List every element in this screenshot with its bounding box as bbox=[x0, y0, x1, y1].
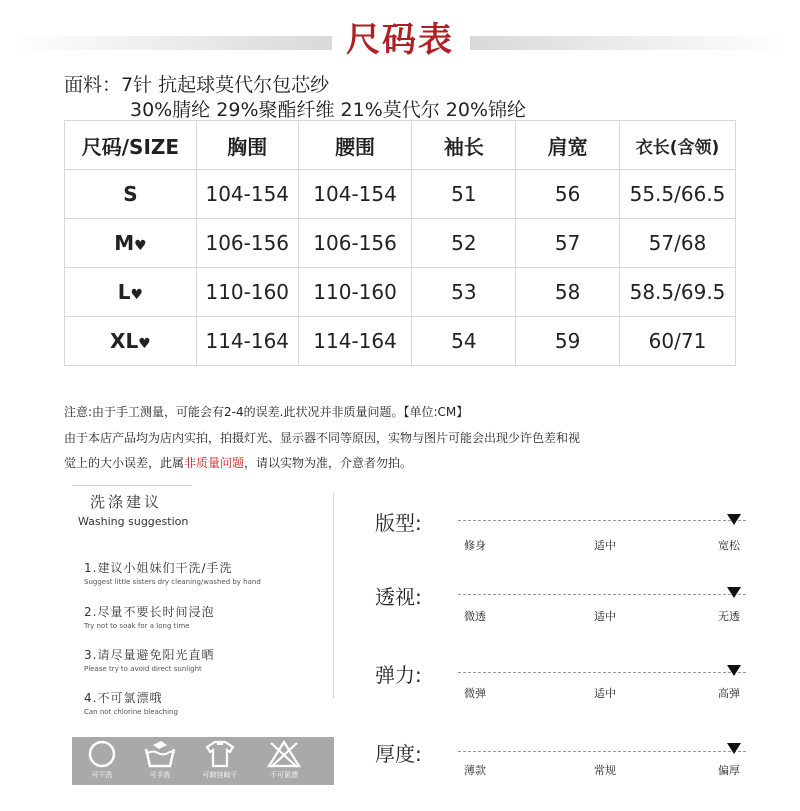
washing-item bbox=[84, 603, 214, 630]
size-cell bbox=[65, 170, 197, 219]
table-cell: 60/71 bbox=[620, 317, 736, 366]
scale-tick: 薄款 bbox=[464, 764, 486, 777]
scale-marker bbox=[727, 587, 741, 598]
heart-icon: ♥ bbox=[130, 287, 144, 303]
table-cell: 106-156 bbox=[298, 219, 412, 268]
washing-item bbox=[84, 559, 261, 586]
table-cell: 59 bbox=[516, 317, 620, 366]
size-cell bbox=[65, 268, 197, 317]
size-label: XL bbox=[110, 329, 139, 353]
table-cell: 53 bbox=[412, 268, 516, 317]
washing-panel bbox=[72, 485, 334, 785]
table-cell: 54 bbox=[412, 317, 516, 366]
fabric-line-1: 面料：7针 抗起球莫代尔包芯纱 bbox=[64, 74, 330, 96]
care-icon bbox=[136, 739, 184, 780]
scale-line bbox=[458, 672, 746, 673]
washing-item bbox=[84, 689, 178, 716]
property-label-transparency: 透视: bbox=[375, 585, 422, 609]
no-bleach-icon bbox=[267, 739, 301, 769]
divider bbox=[72, 485, 192, 486]
washing-item-en: Suggest little sisters dry cleaning/washed by hand bbox=[84, 578, 261, 586]
scale-tick: 常规 bbox=[594, 764, 616, 777]
table-row bbox=[65, 268, 736, 317]
header-sleeve: 袖长 bbox=[412, 121, 516, 170]
size-label: L bbox=[117, 280, 131, 304]
table-cell: 114-164 bbox=[298, 317, 412, 366]
scale-marker bbox=[727, 665, 741, 676]
header-chest: 胸围 bbox=[196, 121, 298, 170]
table-cell: 110-160 bbox=[196, 268, 298, 317]
table-row bbox=[65, 317, 736, 366]
divider bbox=[333, 493, 334, 698]
care-icon-label: 可干洗 bbox=[91, 771, 113, 779]
header-waist: 腰围 bbox=[298, 121, 412, 170]
scale-tick: 修身 bbox=[464, 539, 486, 552]
scale-tick: 微透 bbox=[464, 610, 486, 623]
scale-line bbox=[458, 751, 746, 752]
size-label: S bbox=[123, 182, 138, 206]
table-cell: 58.5/69.5 bbox=[620, 268, 736, 317]
table-cell: 58 bbox=[516, 268, 620, 317]
table-cell: 104-154 bbox=[298, 170, 412, 219]
care-icon bbox=[196, 739, 244, 780]
table-cell: 57/68 bbox=[620, 219, 736, 268]
scale-tick: 适中 bbox=[594, 539, 616, 552]
hand-wash-icon bbox=[143, 739, 177, 769]
fabric-line-2: 30%腈纶 29%聚酯纤维 21%莫代尔 20%锦纶 bbox=[130, 99, 527, 121]
scale-tick: 偏厚 bbox=[718, 764, 740, 777]
scale-line bbox=[458, 594, 746, 595]
size-table bbox=[64, 120, 736, 366]
care-icon-label: 不可氯漂 bbox=[270, 771, 298, 779]
size-label: M bbox=[114, 231, 135, 255]
note-text: ，请以实物为准，介意者勿拍。 bbox=[244, 456, 413, 470]
care-icon-label: 可晾挂晾干 bbox=[202, 771, 238, 779]
scale-line bbox=[458, 520, 746, 521]
table-cell: 52 bbox=[412, 219, 516, 268]
care-icon bbox=[260, 739, 308, 780]
scale-tick: 宽松 bbox=[718, 539, 740, 552]
scale-tick: 微弹 bbox=[464, 687, 486, 700]
care-icon bbox=[78, 739, 126, 780]
header-length: 衣长(含领) bbox=[620, 121, 736, 170]
property-label-elasticity: 弹力: bbox=[375, 663, 422, 687]
washing-title: 洗涤建议 bbox=[90, 493, 163, 511]
table-cell: 106-156 bbox=[196, 219, 298, 268]
washing-item-cn: 1.建议小姐妹们干洗/手洗 bbox=[84, 561, 233, 575]
hang-dry-icon bbox=[203, 739, 237, 769]
note-highlight: 非质量问题 bbox=[184, 456, 245, 470]
scale-tick: 适中 bbox=[594, 687, 616, 700]
note-line-3 bbox=[64, 454, 412, 471]
washing-item-en: Try not to soak for a long time bbox=[84, 622, 190, 630]
table-cell: 57 bbox=[516, 219, 620, 268]
table-cell: 110-160 bbox=[298, 268, 412, 317]
table-cell: 104-154 bbox=[196, 170, 298, 219]
washing-item-en: Please try to avoid direct sunlight bbox=[84, 665, 202, 673]
table-cell: 55.5/66.5 bbox=[620, 170, 736, 219]
heart-icon: ♥ bbox=[138, 336, 151, 352]
table-row bbox=[65, 219, 736, 268]
scale-marker bbox=[727, 514, 741, 525]
washing-item-en: Can not chlorine bleaching bbox=[84, 708, 178, 716]
table-cell: 51 bbox=[412, 170, 516, 219]
note-line-1: 注意:由于手工测量，可能会有2-4的误差.此状况并非质量问题。【单位:CM】 bbox=[64, 405, 469, 419]
table-header-row bbox=[65, 121, 736, 170]
header-shoulder: 肩宽 bbox=[516, 121, 620, 170]
washing-item-cn: 3.请尽量避免阳光直晒 bbox=[84, 648, 215, 662]
scale-marker bbox=[727, 743, 741, 754]
property-label-fit: 版型: bbox=[375, 511, 422, 535]
scale-tick: 无透 bbox=[718, 610, 740, 623]
dry-clean-icon bbox=[87, 739, 117, 769]
header-size: 尺码/SIZE bbox=[65, 121, 197, 170]
scale-tick: 适中 bbox=[594, 610, 616, 623]
size-cell bbox=[65, 317, 197, 366]
washing-item bbox=[84, 646, 214, 673]
washing-subtitle: Washing suggestion bbox=[78, 515, 189, 528]
property-label-thickness: 厚度: bbox=[375, 742, 422, 766]
washing-item-cn: 4.不可氯漂哦 bbox=[84, 691, 163, 705]
size-cell bbox=[65, 219, 197, 268]
table-cell: 56 bbox=[516, 170, 620, 219]
page-title: 尺码表 bbox=[346, 20, 454, 60]
note-line-2: 由于本店产品均为店内实拍，拍摄灯光、显示器不同等原因，实物与图片可能会出现少许色差和视 bbox=[64, 431, 581, 445]
table-row bbox=[65, 170, 736, 219]
table-cell: 114-164 bbox=[196, 317, 298, 366]
washing-item-cn: 2.尽量不要长时间浸泡 bbox=[84, 605, 215, 619]
care-icon-label: 可手洗 bbox=[149, 771, 171, 779]
care-icon-strip bbox=[72, 737, 334, 785]
scale-tick: 高弹 bbox=[718, 687, 740, 700]
heart-icon: ♥ bbox=[134, 238, 147, 254]
note-text: 觉上的大小误差，此属 bbox=[64, 456, 185, 470]
